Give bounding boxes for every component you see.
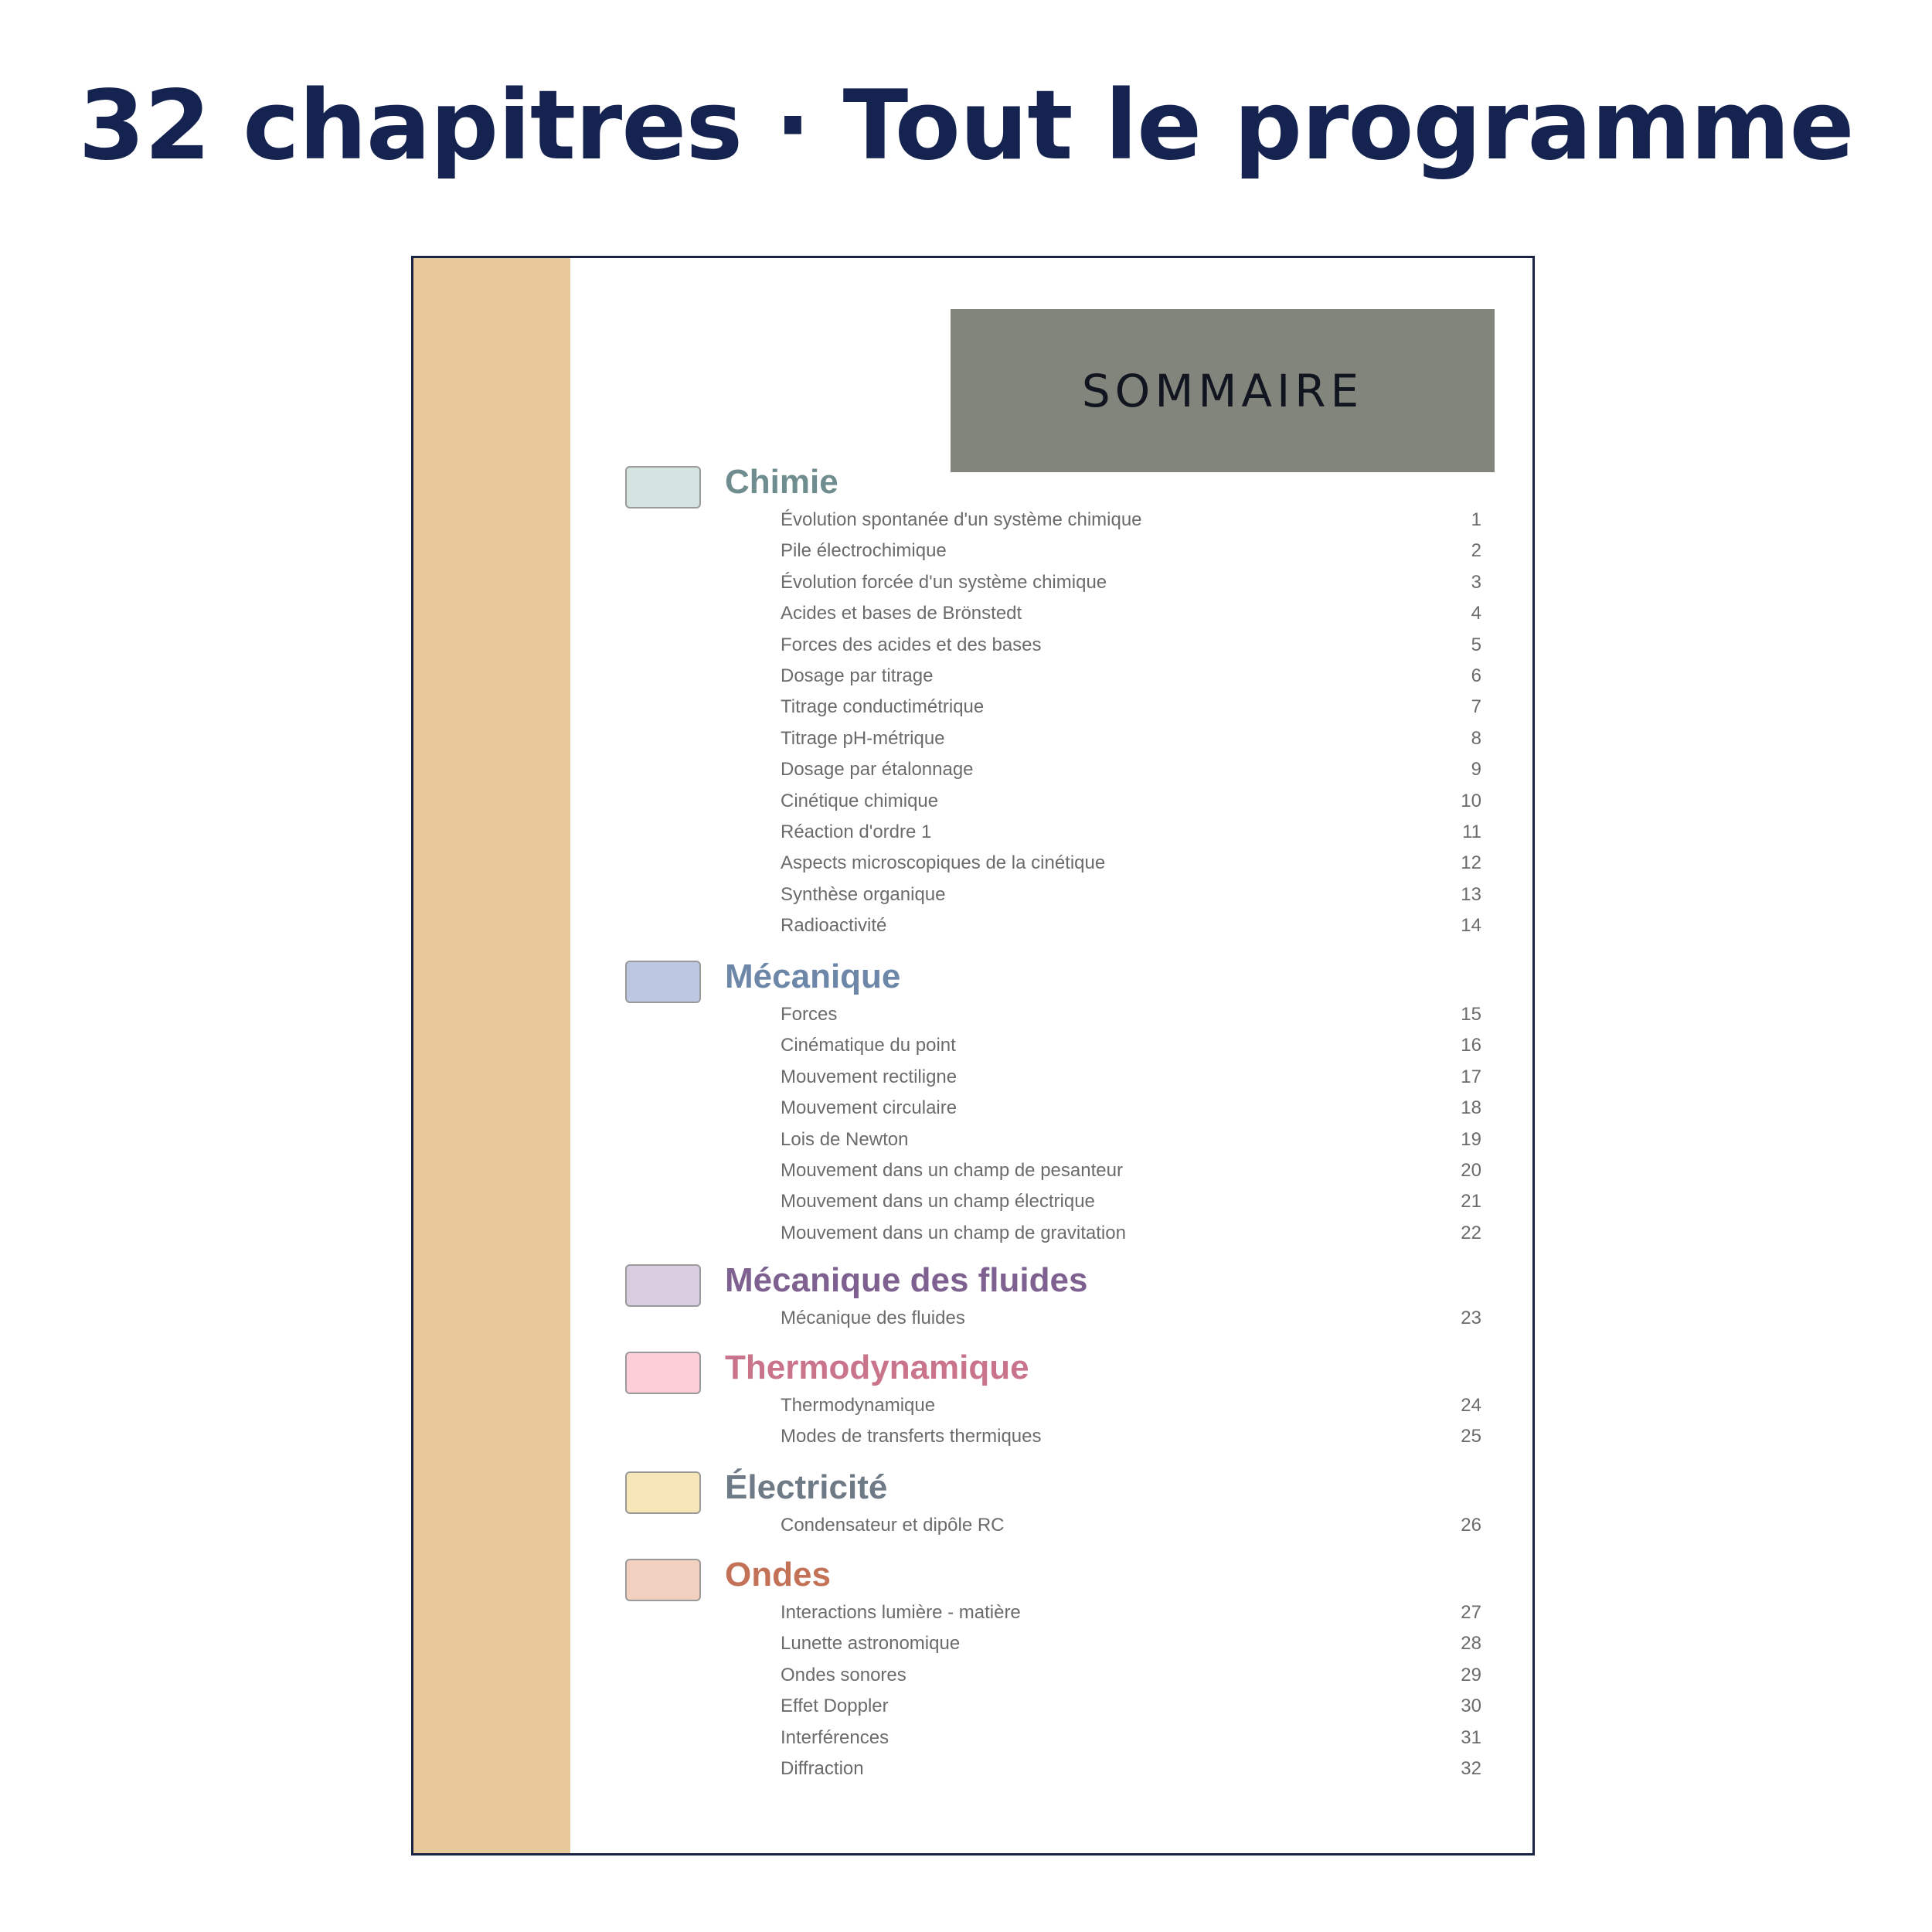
- toc-entry-page-number: 25: [1461, 1426, 1481, 1447]
- toc-entry[interactable]: [781, 817, 1481, 848]
- toc-entry-label: Mécanique des fluides: [781, 1308, 965, 1328]
- toc-entry-page-number: 14: [1461, 915, 1481, 937]
- toc-entry[interactable]: [781, 1691, 1481, 1722]
- toc-entry-page-number: 2: [1471, 540, 1481, 562]
- toc-entry[interactable]: [781, 754, 1481, 785]
- toc-entry[interactable]: [781, 910, 1481, 941]
- toc-entry[interactable]: [781, 1390, 1481, 1421]
- toc-entry-page-number: 7: [1471, 696, 1481, 718]
- toc-entry-page-number: 22: [1461, 1222, 1481, 1243]
- toc-entry[interactable]: [781, 786, 1481, 817]
- toc-entry-label: Ondes sonores: [781, 1664, 906, 1685]
- toc-entry-page-number: 28: [1461, 1633, 1481, 1655]
- toc-entry-label: Cinétique chimique: [781, 790, 939, 811]
- toc-entry-label: Mouvement dans un champ de gravitation: [781, 1222, 1126, 1243]
- toc-entry-label: Forces: [781, 1004, 838, 1025]
- toc-entry-page-number: 1: [1471, 509, 1481, 530]
- toc-entry[interactable]: [781, 1186, 1481, 1217]
- toc-entry-label: Pile électrochimique: [781, 540, 947, 562]
- toc-entry-page-number: 3: [1471, 571, 1481, 593]
- toc-entry-label: Effet Doppler: [781, 1696, 889, 1717]
- toc-entry[interactable]: [781, 848, 1481, 879]
- toc-entry[interactable]: [781, 1062, 1481, 1093]
- toc-entry-page-number: 17: [1461, 1066, 1481, 1087]
- toc-entry-page-number: 15: [1461, 1004, 1481, 1025]
- toc-entry-page-number: 24: [1461, 1395, 1481, 1416]
- section-color-swatch: [625, 1352, 701, 1394]
- toc-entry-page-number: 11: [1462, 821, 1481, 842]
- toc-entry-page-number: 23: [1461, 1308, 1481, 1328]
- section-color-swatch: [625, 1471, 701, 1514]
- toc-entry[interactable]: [781, 1723, 1481, 1753]
- toc-entry-page-number: 27: [1461, 1602, 1481, 1623]
- section-title: Chimie: [725, 463, 838, 501]
- section-title: Thermodynamique: [725, 1349, 1029, 1386]
- sommaire-title: SOMMAIRE: [1081, 364, 1364, 417]
- toc-entry-page-number: 13: [1461, 883, 1481, 905]
- section-color-swatch: [625, 1264, 701, 1307]
- toc-entry-label: Mouvement dans un champ de pesanteur: [781, 1160, 1123, 1181]
- toc-entry[interactable]: [781, 1753, 1481, 1784]
- toc-entry-label: Évolution forcée d'un système chimique: [781, 571, 1107, 593]
- toc-entry[interactable]: [781, 1155, 1481, 1186]
- toc-entry-page-number: 31: [1461, 1726, 1481, 1748]
- toc-entry-label: Titrage pH-métrique: [781, 727, 945, 749]
- toc-entry-page-number: 26: [1461, 1515, 1481, 1536]
- toc-entry-page-number: 6: [1471, 665, 1481, 686]
- toc-entry-label: Aspects microscopiques de la cinétique: [781, 852, 1106, 874]
- section-color-swatch: [625, 961, 701, 1003]
- toc-entry[interactable]: [781, 1218, 1481, 1249]
- toc-entry-label: Évolution spontanée d'un système chimique: [781, 509, 1142, 530]
- section-title: Mécanique des fluides: [725, 1261, 1088, 1299]
- section-title: Mécanique: [725, 957, 901, 995]
- toc-entry-page-number: 9: [1471, 759, 1481, 781]
- toc-entry[interactable]: [781, 879, 1481, 910]
- toc-entry-label: Modes de transferts thermiques: [781, 1426, 1042, 1447]
- toc-entry-page-number: 20: [1461, 1160, 1481, 1181]
- toc-entry[interactable]: [781, 598, 1481, 629]
- toc-entry[interactable]: [781, 630, 1481, 661]
- toc-entry-page-number: 10: [1461, 790, 1481, 811]
- toc-entry[interactable]: [781, 661, 1481, 692]
- toc-entry-page-number: 12: [1461, 852, 1481, 874]
- toc-entry[interactable]: [781, 999, 1481, 1030]
- table-of-contents-page: [411, 256, 1535, 1855]
- toc-entry[interactable]: [781, 505, 1481, 536]
- toc-entry-label: Interférences: [781, 1726, 889, 1748]
- toc-entry-label: Mouvement circulaire: [781, 1097, 957, 1119]
- toc-entry-page-number: 18: [1461, 1097, 1481, 1119]
- sommaire-banner: [951, 309, 1495, 472]
- toc-entry-label: Synthèse organique: [781, 883, 946, 905]
- toc-entry[interactable]: [781, 1093, 1481, 1124]
- toc-entry-label: Radioactivité: [781, 915, 887, 937]
- toc-entry[interactable]: [781, 723, 1481, 754]
- section-color-swatch: [625, 466, 701, 509]
- toc-entry-label: Forces des acides et des bases: [781, 634, 1042, 655]
- toc-entry[interactable]: [781, 1303, 1481, 1334]
- toc-entry[interactable]: [781, 692, 1481, 723]
- toc-entry-page-number: 29: [1461, 1664, 1481, 1685]
- toc-entry-page-number: 16: [1461, 1035, 1481, 1056]
- toc-entry-page-number: 21: [1461, 1191, 1481, 1213]
- toc-entry-label: Condensateur et dipôle RC: [781, 1515, 1005, 1536]
- toc-entry-label: Lunette astronomique: [781, 1633, 961, 1655]
- toc-entry[interactable]: [781, 1510, 1481, 1541]
- toc-entry[interactable]: [781, 567, 1481, 598]
- toc-entry-label: Diffraction: [781, 1758, 864, 1779]
- section-title: Ondes: [725, 1556, 831, 1594]
- toc-entry-label: Mouvement dans un champ électrique: [781, 1191, 1095, 1213]
- toc-entry-page-number: 30: [1461, 1696, 1481, 1717]
- section-color-swatch: [625, 1559, 701, 1601]
- toc-entry-label: Titrage conductimétrique: [781, 696, 985, 718]
- toc-entry[interactable]: [781, 536, 1481, 566]
- toc-entry-page-number: 4: [1471, 603, 1481, 624]
- toc-entry-label: Réaction d'ordre 1: [781, 821, 932, 842]
- toc-entry[interactable]: [781, 1124, 1481, 1155]
- toc-entry[interactable]: [781, 1030, 1481, 1061]
- page-headline: 32 chapitres · Tout le programme: [78, 70, 1854, 182]
- toc-entry[interactable]: [781, 1660, 1481, 1691]
- toc-entry-page-number: 5: [1471, 634, 1481, 655]
- toc-entry-label: Cinématique du point: [781, 1035, 956, 1056]
- toc-entry-label: Dosage par étalonnage: [781, 759, 974, 781]
- toc-entry-page-number: 8: [1471, 727, 1481, 749]
- toc-entry-label: Acides et bases de Brönstedt: [781, 603, 1022, 624]
- toc-entry-label: Interactions lumière - matière: [781, 1602, 1021, 1623]
- page-spine-band: [413, 258, 570, 1853]
- toc-entry[interactable]: [781, 1421, 1481, 1452]
- toc-entry-label: Thermodynamique: [781, 1395, 936, 1416]
- section-title: Électricité: [725, 1468, 888, 1506]
- toc-entry-label: Mouvement rectiligne: [781, 1066, 957, 1087]
- toc-entry-label: Dosage par titrage: [781, 665, 934, 686]
- toc-entry-page-number: 32: [1461, 1758, 1481, 1779]
- toc-entry-label: Lois de Newton: [781, 1128, 909, 1150]
- toc-entry[interactable]: [781, 1628, 1481, 1659]
- toc-entry[interactable]: [781, 1597, 1481, 1628]
- toc-entry-page-number: 19: [1461, 1128, 1481, 1150]
